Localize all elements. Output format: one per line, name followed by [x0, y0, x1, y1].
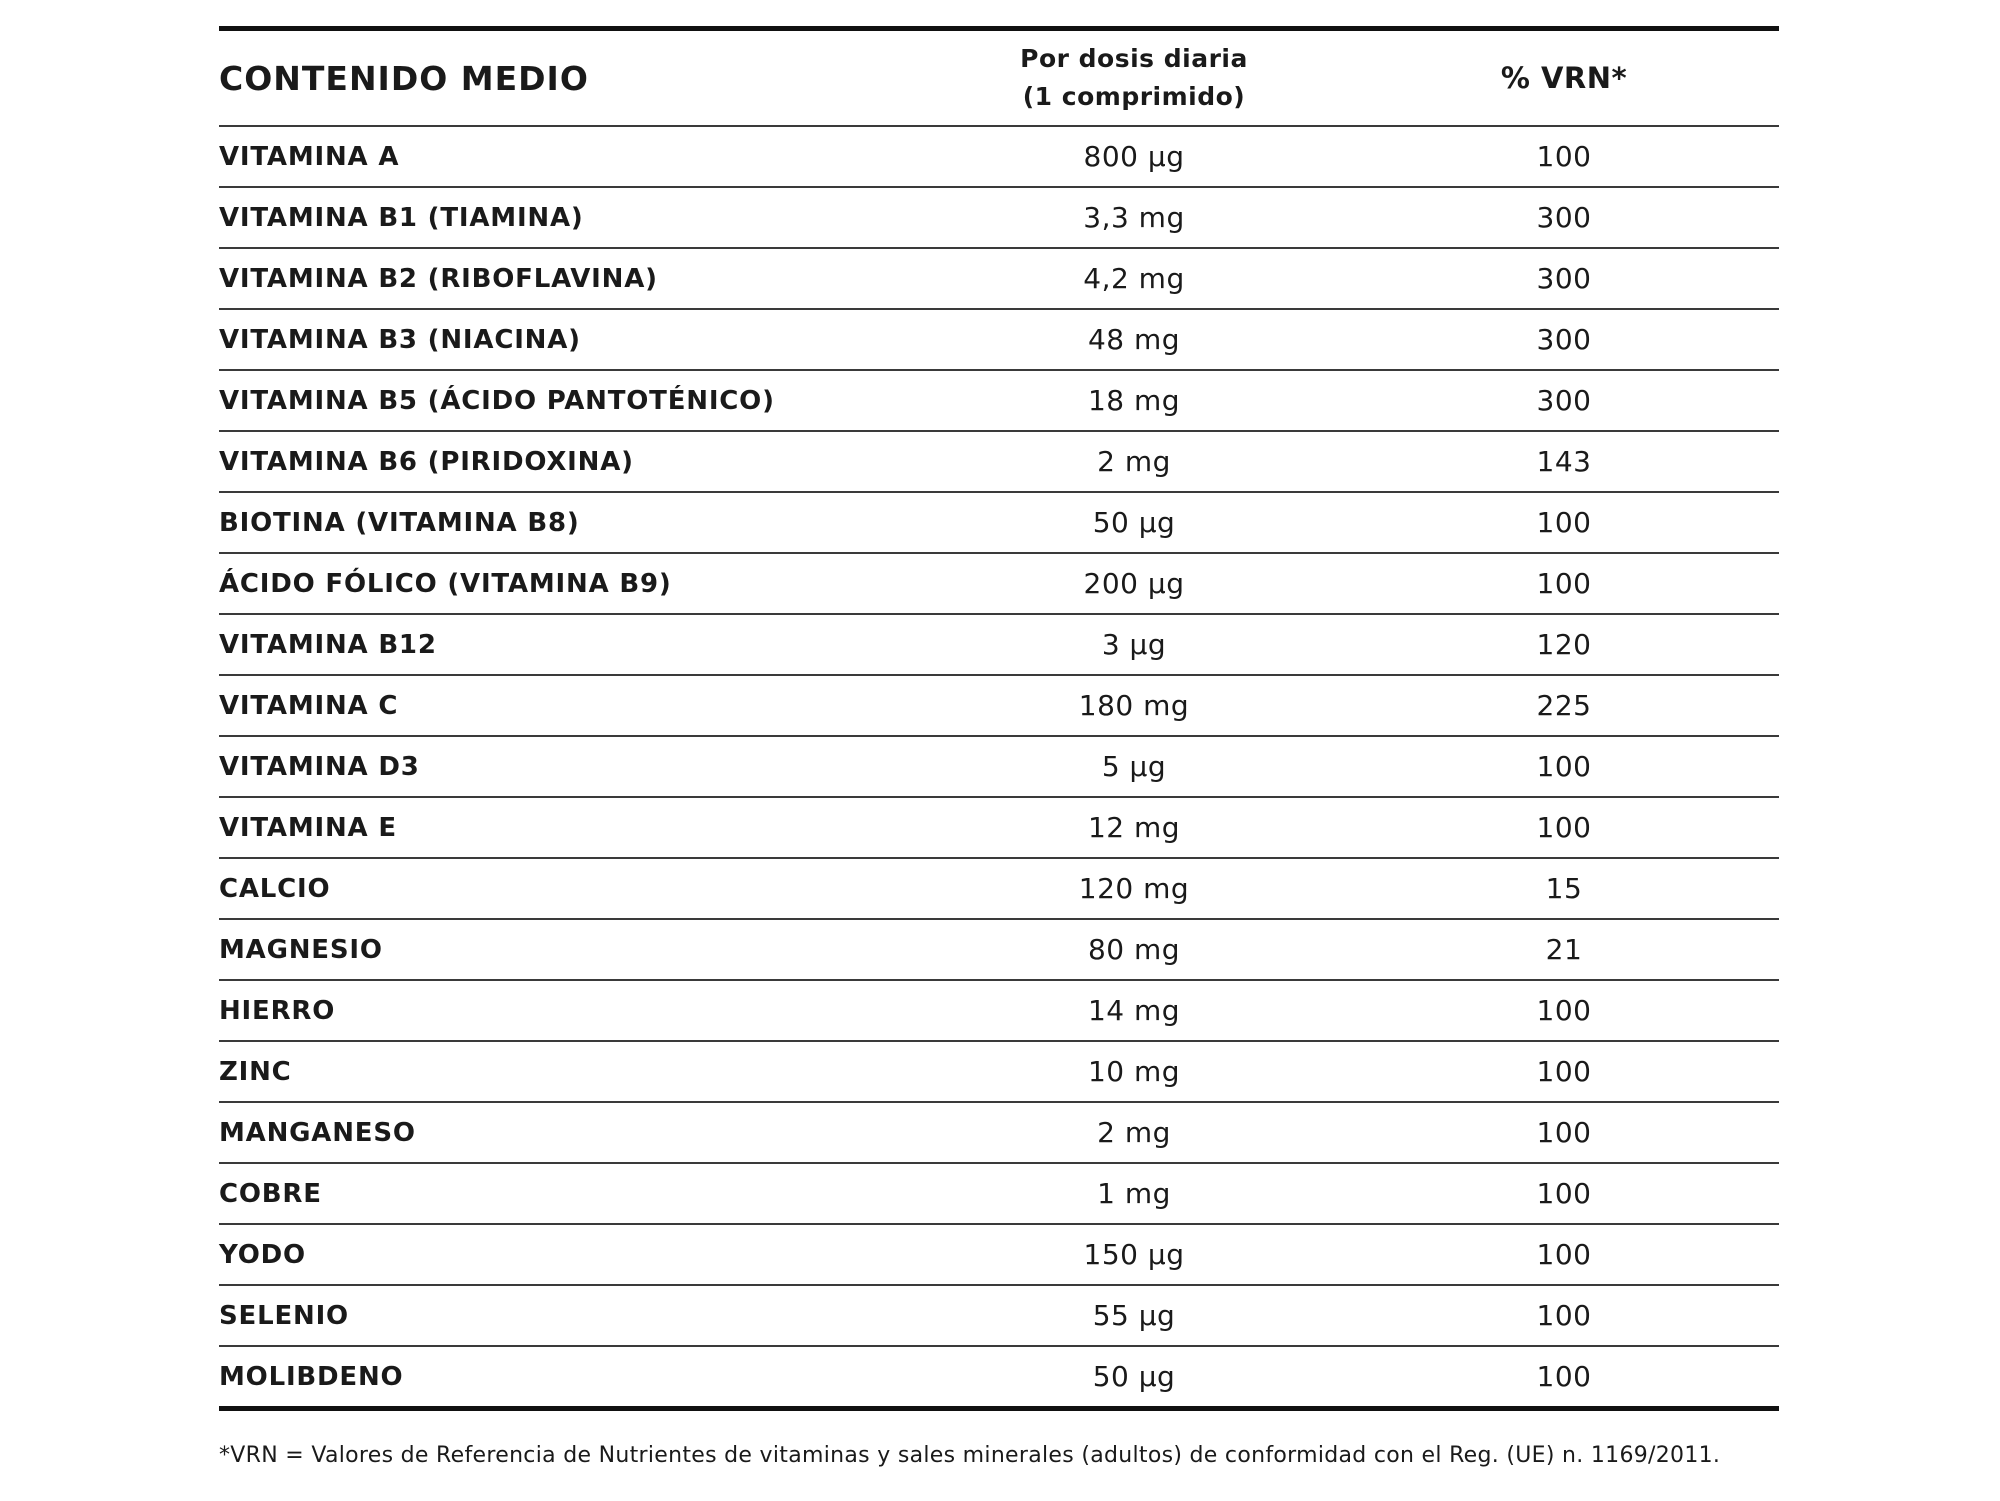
nutrient-name: BIOTINA (VITAMINA B8) — [219, 492, 919, 553]
amount-per-dose: 800 µg — [919, 126, 1349, 187]
table-row — [219, 1041, 1779, 1102]
nutrient-name: SELENIO — [219, 1285, 919, 1346]
table-row — [219, 858, 1779, 919]
header-vrn: % VRN* — [1349, 29, 1779, 127]
table-row — [219, 248, 1779, 309]
vrn-percent: 120 — [1349, 614, 1779, 675]
vrn-percent: 100 — [1349, 126, 1779, 187]
nutrient-name: MOLIBDENO — [219, 1361, 404, 1392]
nutrient-name: YODO — [219, 1224, 919, 1285]
nutrition-table — [219, 26, 1779, 1411]
nutrient-name: CALCIO — [219, 858, 919, 919]
table-row — [219, 187, 1779, 248]
table-row — [219, 1224, 1779, 1285]
amount-per-dose: 150 µg — [919, 1224, 1349, 1285]
amount-per-dose: 200 µg — [919, 553, 1349, 614]
nutrient-name: VITAMINA B1 (TIAMINA) — [219, 187, 919, 248]
nutrient-name: VITAMINA B2 (RIBOFLAVINA) — [219, 248, 919, 309]
header-dose — [919, 29, 1349, 127]
footnote: *VRN = Valores de Referencia de Nutrientes de vitaminas y sales minerales (adultos) de conformidad con el Reg. (UE) n. 1169/2011. — [219, 1443, 1721, 1468]
vrn-percent: 100 — [1349, 980, 1779, 1041]
nutrient-name: MANGANESO — [219, 1102, 919, 1163]
nutrient-name: ZINC — [219, 1041, 919, 1102]
amount-per-dose: 1 mg — [919, 1163, 1349, 1224]
vrn-percent: 100 — [1349, 797, 1779, 858]
header-nutrient: CONTENIDO MEDIO — [219, 29, 919, 127]
table-row — [219, 1102, 1779, 1163]
nutrient-name: COBRE — [219, 1163, 919, 1224]
amount-per-dose: 2 mg — [919, 431, 1349, 492]
vrn-percent: 300 — [1349, 309, 1779, 370]
amount-per-dose: 120 mg — [919, 858, 1349, 919]
header-dose-line2: (1 comprimido) — [1022, 82, 1246, 111]
vrn-percent: 143 — [1349, 431, 1779, 492]
amount-per-dose: 3 µg — [919, 614, 1349, 675]
amount-per-dose: 180 mg — [919, 675, 1349, 736]
table-row — [219, 980, 1779, 1041]
amount-per-dose: 4,2 mg — [919, 248, 1349, 309]
amount-per-dose: 55 µg — [919, 1285, 1349, 1346]
table-row — [219, 1346, 1779, 1409]
vrn-percent: 300 — [1349, 187, 1779, 248]
amount-per-dose: 3,3 mg — [919, 187, 1349, 248]
vrn-percent: 100 — [1349, 1224, 1779, 1285]
table-row — [219, 492, 1779, 553]
nutrient-name: MAGNESIO — [219, 919, 919, 980]
amount-per-dose: 80 mg — [919, 919, 1349, 980]
nutrient-name: ÁCIDO FÓLICO (VITAMINA B9) — [219, 553, 919, 614]
table-row — [219, 309, 1779, 370]
nutrient-name: HIERRO — [219, 980, 919, 1041]
table-row — [219, 919, 1779, 980]
nutrient-name: VITAMINA D3 — [219, 736, 919, 797]
vrn-percent: 100 — [1349, 492, 1779, 553]
vrn-percent: 100 — [1349, 1163, 1779, 1224]
amount-per-dose: 50 µg — [919, 492, 1349, 553]
amount-per-dose: 48 mg — [919, 309, 1349, 370]
nutrient-name: VITAMINA B3 (NIACINA) — [219, 309, 919, 370]
vrn-percent: 21 — [1349, 919, 1779, 980]
table-row — [219, 431, 1779, 492]
vrn-percent: 300 — [1349, 370, 1779, 431]
vrn-percent: 225 — [1349, 675, 1779, 736]
table-row — [219, 1285, 1779, 1346]
amount-per-dose: 50 µg — [1092, 1360, 1176, 1393]
vrn-percent: 15 — [1349, 858, 1779, 919]
vrn-percent: 100 — [1349, 736, 1779, 797]
amount-per-dose: 10 mg — [919, 1041, 1349, 1102]
table-row — [219, 553, 1779, 614]
table-row — [219, 126, 1779, 187]
amount-per-dose: 5 µg — [919, 736, 1349, 797]
nutrient-name: VITAMINA C — [219, 675, 919, 736]
table-row — [219, 736, 1779, 797]
nutrient-name: VITAMINA E — [219, 797, 919, 858]
vrn-percent: 100 — [1349, 1041, 1779, 1102]
table-row — [219, 675, 1779, 736]
header-row — [219, 29, 1779, 127]
vrn-percent: 100 — [1349, 1102, 1779, 1163]
amount-per-dose: 14 mg — [919, 980, 1349, 1041]
nutrient-name: VITAMINA B12 — [219, 614, 919, 675]
amount-per-dose: 12 mg — [919, 797, 1349, 858]
nutrition-panel — [219, 26, 1779, 1494]
table-row — [219, 614, 1779, 675]
table-row — [219, 370, 1779, 431]
vrn-percent: 100 — [1349, 1285, 1779, 1346]
table-body — [219, 126, 1779, 1409]
nutrient-name: VITAMINA B6 (PIRIDOXINA) — [219, 431, 919, 492]
vrn-percent: 100 — [1536, 1360, 1592, 1393]
amount-per-dose: 2 mg — [919, 1102, 1349, 1163]
table-row — [219, 1163, 1779, 1224]
header-dose-line1: Por dosis diaria — [1020, 44, 1248, 73]
vrn-percent: 100 — [1349, 553, 1779, 614]
nutrient-name: VITAMINA A — [219, 126, 919, 187]
amount-per-dose: 18 mg — [919, 370, 1349, 431]
table-row — [219, 797, 1779, 858]
nutrient-name: VITAMINA B5 (ÁCIDO PANTOTÉNICO) — [219, 370, 919, 431]
vrn-percent: 300 — [1349, 248, 1779, 309]
table-header — [219, 29, 1779, 127]
